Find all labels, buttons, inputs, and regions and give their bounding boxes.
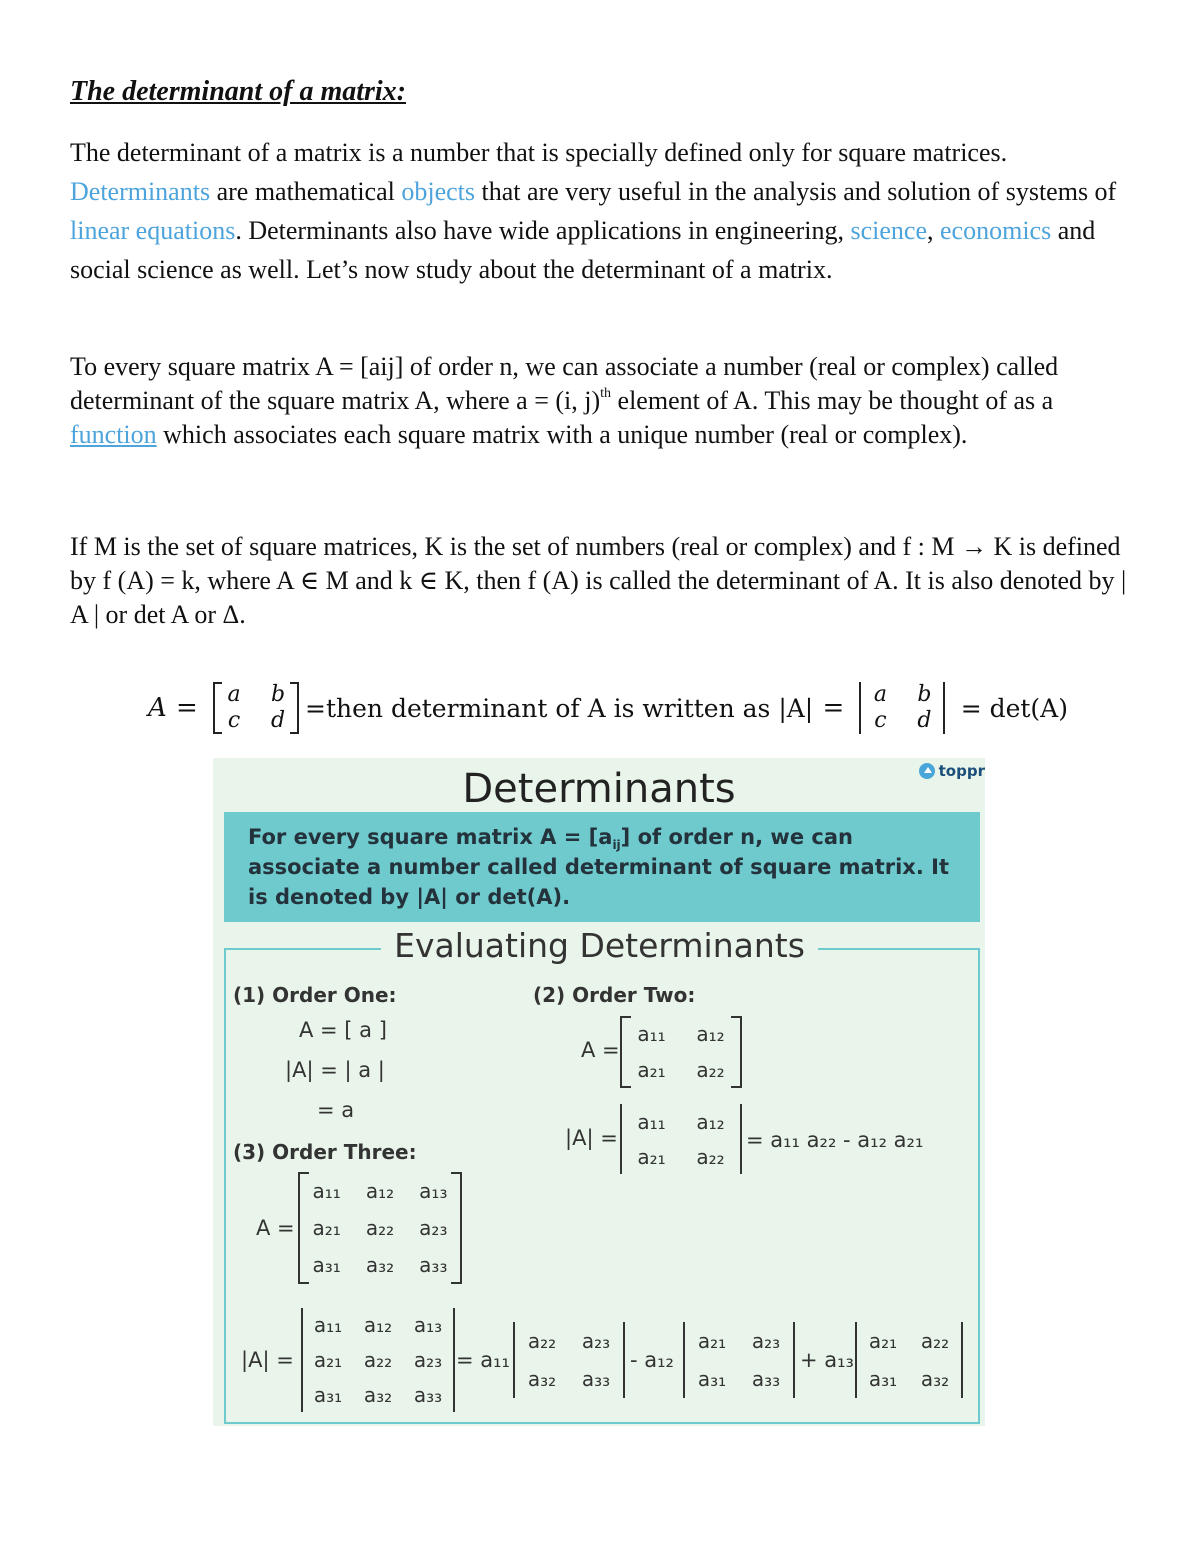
order-three-matrix (298, 1172, 462, 1284)
text: The determinant of a matrix is a number that is specially defined only for square matrices. (70, 138, 1008, 167)
page-title: The determinant of a matrix: (70, 76, 406, 107)
text: ] of order n, we can associate a number called determinant of square matrix. It is denoted by |A| or det(A). (248, 825, 949, 909)
order-one-line: A = [ a ] (299, 1018, 387, 1042)
link-linear-equations[interactable]: linear equations (70, 216, 236, 245)
matrix-entry: d (917, 708, 932, 733)
order-three-heading: (3) Order Three: (233, 1140, 417, 1164)
minor-matrix-1 (513, 1322, 625, 1398)
matrix-entry: a₃₂ (363, 1382, 393, 1407)
matrix-entry: a₂₂ (696, 1058, 725, 1082)
order-one-line: |A| = | a | (285, 1058, 385, 1082)
frame-line (818, 948, 980, 950)
matrix-entry: a₂₁ (313, 1347, 343, 1372)
link-determinants[interactable]: Determinants (70, 177, 211, 206)
link-objects[interactable]: objects (401, 177, 476, 206)
link-function[interactable]: function (70, 420, 157, 449)
link-economics[interactable]: economics (940, 216, 1052, 245)
definition-text (248, 822, 968, 912)
matrix-entry: a₃₂ (527, 1367, 557, 1391)
matrix-entry: a₂₃ (751, 1329, 781, 1353)
definition-box (224, 812, 980, 922)
order-two-a-label: A = (581, 1038, 620, 1062)
matrix-entry: b (270, 682, 286, 707)
matrix-entry: a₂₂ (696, 1144, 725, 1169)
text: For every square matrix A = [a (248, 825, 613, 849)
matrix-entry: a₁₂ (696, 1022, 725, 1046)
brand-name: toppr (938, 762, 985, 780)
matrix-entry: a (873, 682, 888, 707)
subscript: ij (612, 838, 621, 853)
matrix-entry: a₂₂ (527, 1329, 557, 1353)
matrix-entry: a₂₁ (312, 1215, 341, 1240)
matrix-entry: a₂₁ (637, 1058, 666, 1082)
matrix-entry: a₁₂ (363, 1313, 393, 1338)
determinant-2x2 (859, 682, 945, 734)
matrix-entry: a₁₃ (413, 1313, 443, 1338)
minor-matrix-3 (855, 1322, 963, 1398)
matrix-entry: a₁₂ (696, 1109, 725, 1134)
text: . Determinants also have wide applications in engineering, (235, 216, 851, 245)
matrix-entry: a₂₂ (363, 1347, 393, 1372)
matrix-entry: a₃₁ (868, 1367, 898, 1391)
order-two-matrix (620, 1016, 742, 1088)
matrix-entry: b (917, 682, 932, 707)
matrix-entry: a₃₁ (313, 1382, 343, 1407)
matrix-entry: a₂₂ (920, 1329, 950, 1353)
infographic-title: Determinants (462, 766, 736, 812)
matrix-2x2 (213, 682, 299, 734)
intro-paragraph (70, 133, 1130, 289)
formula-equals: = (176, 693, 198, 723)
matrix-entry: d (270, 708, 286, 733)
text: and social science as well. Let’s now study about the determinant of a matrix. (70, 216, 1096, 284)
matrix-entry: a₂₁ (637, 1144, 666, 1169)
order-two-det-label: |A| = (565, 1126, 618, 1150)
cofactor-term-1: = a₁₁ (456, 1348, 510, 1372)
matrix-entry: a₂₁ (697, 1329, 727, 1353)
text: element of A. This may be thought of as a (611, 386, 1054, 415)
formula-text: =then determinant of A is written as |A| (305, 693, 814, 723)
text: , (927, 216, 941, 245)
matrix-entry: c (227, 708, 241, 733)
text: are mathematical (210, 177, 402, 206)
matrix-entry: a₁₃ (419, 1178, 448, 1203)
matrix-entry: a₃₃ (413, 1382, 443, 1407)
order-two-result: = a₁₁ a₂₂ - a₁₂ a₂₁ (746, 1128, 924, 1152)
definition-paragraph (70, 350, 1130, 452)
text: which associates each square matrix with a unique number (real or complex). (156, 420, 968, 449)
order-two-determinant (620, 1104, 742, 1174)
cofactor-term-3: + a₁₃ (800, 1348, 854, 1372)
matrix-entry: a₃₃ (581, 1367, 611, 1391)
matrix-entry: a₂₁ (868, 1329, 898, 1353)
order-one-line: = a (317, 1098, 355, 1122)
order-three-a-label: A = (256, 1216, 295, 1240)
matrix-entry: a₂₃ (581, 1329, 611, 1353)
frame-line (224, 948, 381, 950)
matrix-entry: a₃₂ (920, 1367, 950, 1391)
matrix-entry: a₃₁ (312, 1253, 341, 1278)
function-paragraph: If M is the set of square matrices, K is the set of numbers (real or complex) and f : M → K is defined by f (A) = k, where A ∈ M and k ∈ K, then f (A) is called the determinant of A. It is also denoted by | A | or det A or Δ. (70, 532, 1127, 629)
order-two-heading: (2) Order Two: (533, 983, 696, 1007)
text: To every square matrix A = [aij] of order n, we can associate a number (real or complex) called determinant of the square matrix A, where a = (i, j) (70, 352, 1059, 415)
superscript: th (600, 386, 612, 401)
cofactor-term-2: - a₁₂ (630, 1348, 674, 1372)
evaluating-title: Evaluating Determinants (394, 926, 805, 965)
order-one-heading: (1) Order One: (233, 983, 397, 1007)
matrix-entry: a (227, 682, 241, 707)
order-three-det-label: |A| = (241, 1348, 294, 1372)
matrix-entry: a₁₁ (637, 1109, 666, 1134)
order-three-determinant (301, 1308, 455, 1412)
matrix-entry: a₂₃ (419, 1215, 448, 1240)
determinants-infographic (213, 758, 985, 1426)
brand-logo (919, 762, 985, 780)
matrix-entry: c (874, 708, 887, 733)
determinant-formula (148, 676, 1068, 740)
matrix-entry: a₂₃ (413, 1347, 443, 1372)
matrix-entry: a₁₁ (312, 1178, 341, 1203)
matrix-entry: a₁₂ (365, 1178, 395, 1203)
formula-det: = det(A) (960, 693, 1068, 723)
matrix-entry: a₃₁ (697, 1367, 727, 1391)
link-science[interactable]: science (850, 216, 928, 245)
matrix-entry: a₁₁ (637, 1022, 666, 1046)
matrix-entry: a₁₁ (313, 1313, 343, 1338)
text: that are very useful in the analysis and solution of systems of (475, 177, 1117, 206)
formula-lhs: A (148, 693, 167, 723)
matrix-entry: a₃₃ (419, 1253, 448, 1278)
matrix-entry: a₂₂ (365, 1215, 395, 1240)
matrix-entry: a₃₃ (751, 1367, 781, 1391)
toppr-logo-icon (919, 763, 935, 779)
formula-equals: = (822, 693, 845, 723)
matrix-entry: a₃₂ (365, 1253, 395, 1278)
minor-matrix-2 (683, 1322, 795, 1398)
